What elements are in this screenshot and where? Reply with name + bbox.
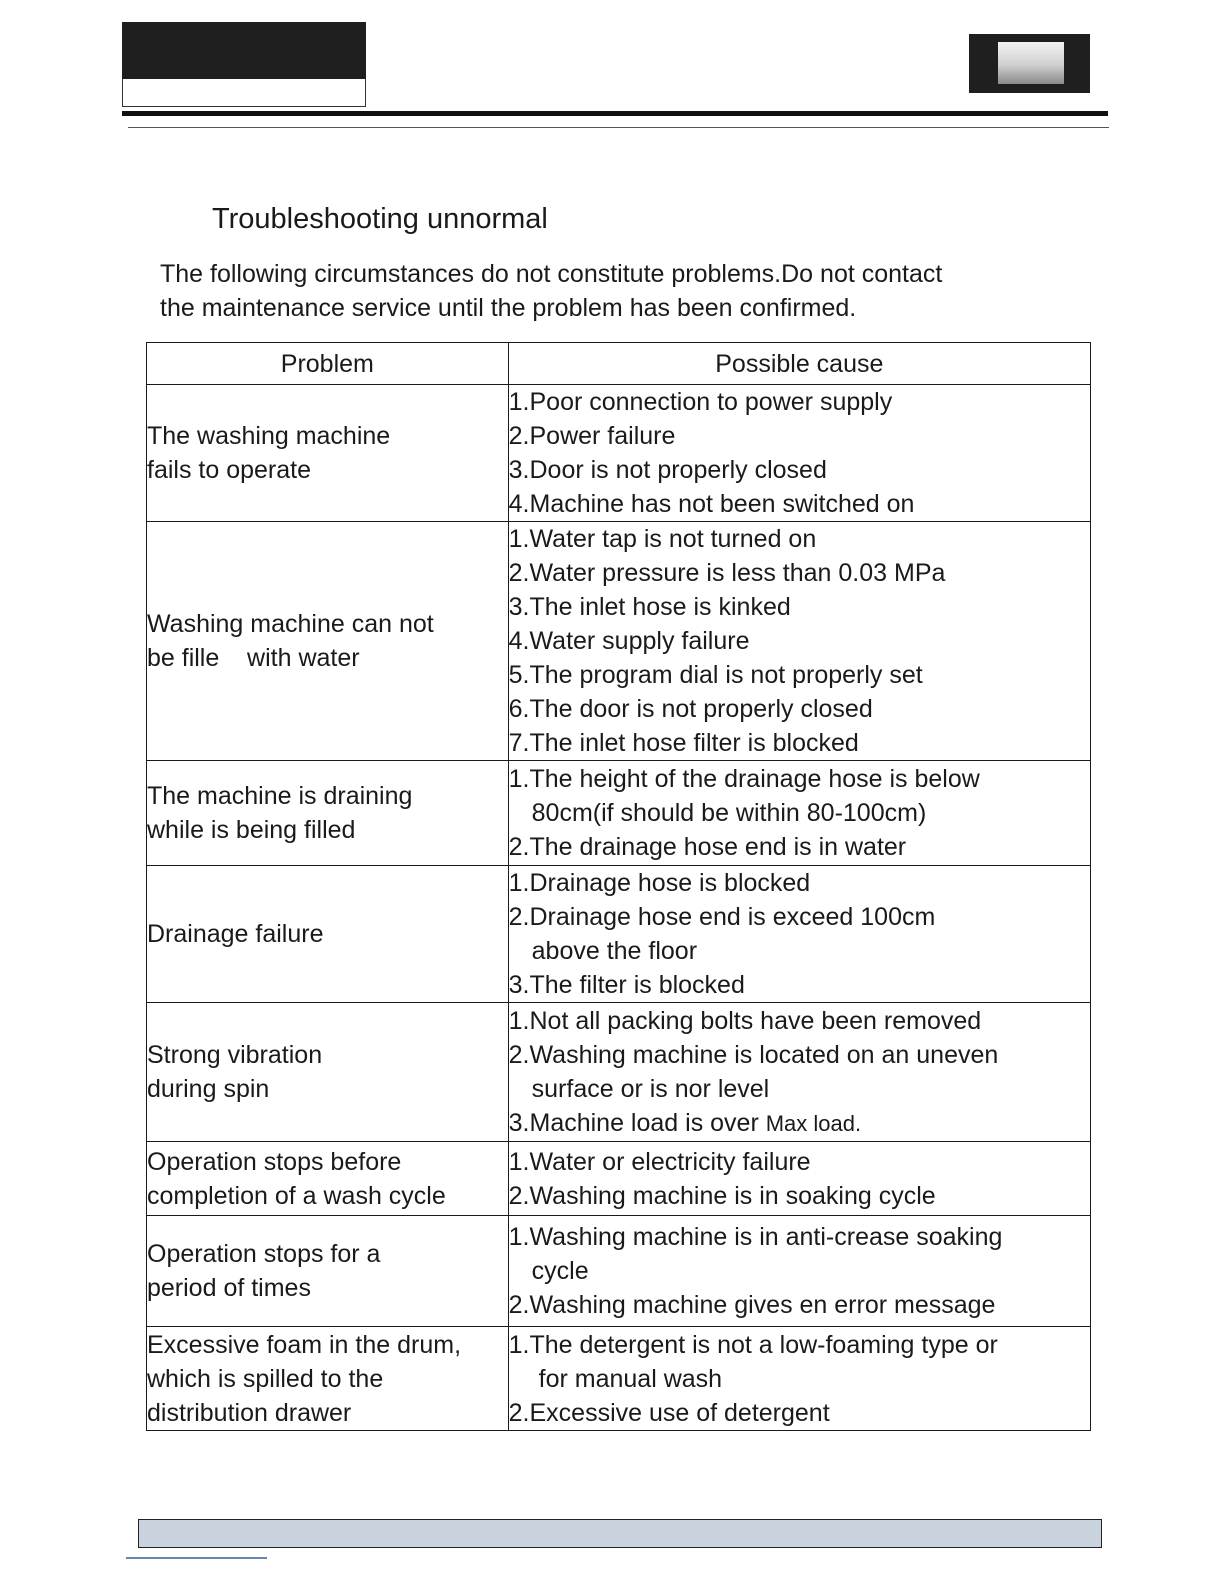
problem-line: Drainage failure [147, 920, 324, 948]
problem-line: while is being filled [147, 816, 356, 844]
cause-line: 1.Drainage hose is blocked [508, 869, 811, 897]
cause-line-continued: above the floor [531, 937, 698, 965]
cause-line: 1.The height of the drainage hose is below [508, 765, 980, 793]
table-row [147, 761, 1091, 866]
problem-line: during spin [147, 1075, 270, 1103]
cause-line-continued: cycle [531, 1257, 589, 1285]
cause-line: 2.Power failure [508, 422, 676, 450]
cause-line: 3.The inlet hose is kinked [508, 593, 791, 621]
cause-text: 3.Machine load is over [508, 1108, 759, 1137]
cause-line-continued: 80cm(if should be within 80-100cm) [531, 799, 927, 827]
cause-cell [508, 866, 1090, 1003]
problem-line: completion of a wash cycle [147, 1181, 446, 1210]
header-rule-thick [122, 111, 1108, 116]
problem-cell [147, 1003, 509, 1142]
cause-line: 2.The drainage hose end is in water [508, 833, 907, 861]
cause-line: 2.Drainage hose end is exceed 100cm [508, 903, 936, 931]
cause-line: 1.The detergent is not a low-foaming type or [508, 1330, 998, 1359]
cause-line: 1.Poor connection to power supply [508, 388, 893, 416]
problem-line: be fille with water [147, 644, 360, 672]
corner-badge-gradient [998, 42, 1064, 84]
header-rule-thin [128, 127, 1109, 128]
cause-line: 2.Washing machine is in soaking cycle [508, 1181, 936, 1210]
cause-line-continued: surface or is nor level [531, 1074, 770, 1103]
cause-line: 2.Washing machine gives en error message [508, 1291, 996, 1319]
problem-cell [147, 1216, 509, 1327]
cause-line: 6.The door is not properly closed [508, 695, 873, 723]
footer-bar [138, 1519, 1102, 1548]
cause-line: 2.Washing machine is located on an uneven [508, 1040, 999, 1069]
cause-cell [508, 1327, 1090, 1431]
cause-cell [508, 1142, 1090, 1216]
problem-line: Washing machine can not [147, 610, 434, 638]
problem-line: Operation stops before [147, 1147, 402, 1176]
table-header-row [147, 343, 1091, 385]
troubleshooting-table [146, 342, 1091, 1431]
table-row [147, 522, 1091, 761]
page-title: Troubleshooting unnormal [212, 203, 548, 235]
logo-light-band [122, 79, 366, 107]
corner-badge [969, 34, 1090, 93]
problem-line: Strong vibration [147, 1041, 323, 1069]
cause-line-continued: for manual wash [538, 1364, 723, 1393]
intro-line: The following circumstances do not constitute problems.Do not contact [160, 260, 943, 288]
problem-line: Excessive foam in the drum, [147, 1330, 462, 1359]
cause-line: 5.The program dial is not properly set [508, 661, 923, 689]
problem-line: distribution drawer [147, 1398, 352, 1427]
problem-cell [147, 866, 509, 1003]
cause-line: 4.Machine has not been switched on [508, 490, 915, 518]
problem-line: period of times [147, 1274, 311, 1302]
table-row [147, 1003, 1091, 1142]
problem-line: fails to operate [147, 456, 311, 484]
problem-cell [147, 761, 509, 866]
cause-cell [508, 385, 1090, 522]
cause-line: 1.Not all packing bolts have been removed [508, 1006, 982, 1035]
problem-cell [147, 1142, 509, 1216]
cause-cell [508, 761, 1090, 866]
table-row [147, 1327, 1091, 1431]
problem-cell [147, 522, 509, 761]
cause-cell [508, 1003, 1090, 1142]
cause-text-small: Max load. [765, 1110, 862, 1136]
table-row [147, 1216, 1091, 1327]
cause-line: 1.Water tap is not turned on [508, 525, 817, 553]
cause-line: 7.The inlet hose filter is blocked [508, 729, 859, 757]
problem-line: Operation stops for a [147, 1240, 381, 1268]
table-row [147, 385, 1091, 522]
cause-line: 3.Door is not properly closed [508, 456, 827, 484]
problem-line: The washing machine [147, 422, 391, 450]
column-header-problem: Problem [147, 343, 509, 385]
intro-line: the maintenance service until the problem has been confirmed. [160, 294, 857, 322]
problem-cell [147, 385, 509, 522]
table-row [147, 1142, 1091, 1216]
problem-cell [147, 1327, 509, 1431]
cause-line: 2.Water pressure is less than 0.03 MPa [508, 559, 946, 587]
cause-line: 1.Water or electricity failure [508, 1147, 811, 1176]
cause-line: 4.Water supply failure [508, 627, 750, 655]
problem-line: The machine is draining [147, 782, 413, 810]
cause-cell [508, 1216, 1090, 1327]
cause-line [509, 1106, 1090, 1141]
cause-line: 3.The filter is blocked [508, 971, 745, 999]
cause-cell [508, 522, 1090, 761]
intro-paragraph [160, 257, 1080, 325]
brand-logo-block [122, 22, 366, 108]
cause-line: 2.Excessive use of detergent [508, 1398, 830, 1427]
problem-line: which is spilled to the [147, 1364, 384, 1393]
footer-accent-line [126, 1557, 267, 1559]
logo-dark-band [122, 22, 366, 79]
column-header-cause: Possible cause [508, 343, 1090, 385]
table-row [147, 866, 1091, 1003]
cause-line: 1.Washing machine is in anti-crease soaking [508, 1223, 1003, 1251]
